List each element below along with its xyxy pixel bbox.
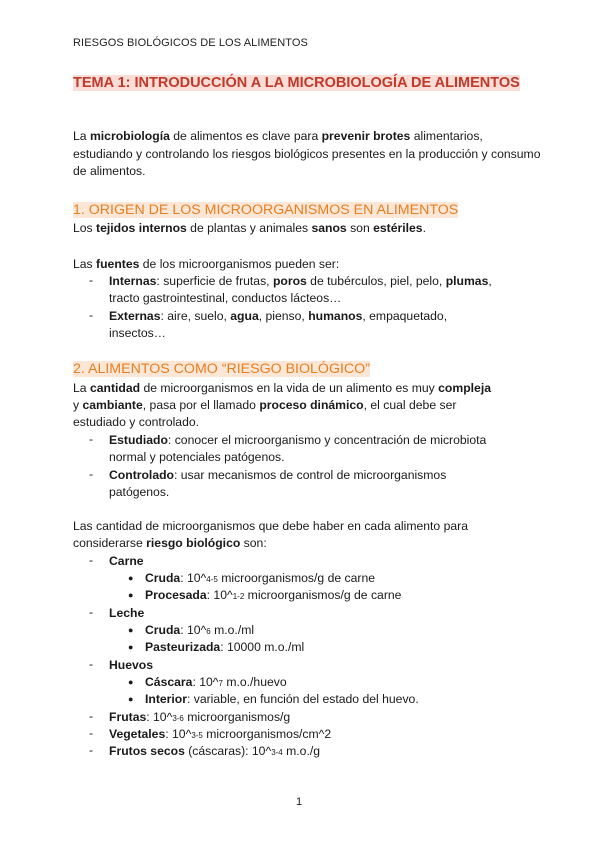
list-item-internas: Internas: superficie de frutas, poros de tubérculos, piel, pelo, plumas, xyxy=(109,274,492,288)
bullet-dot: ● xyxy=(128,694,134,704)
list-item-externas-cont: insectos… xyxy=(109,326,166,340)
list-dash: - xyxy=(89,726,94,740)
list-dash: - xyxy=(89,432,94,446)
list-item-internas-cont: tracto gastrointestinal, conductos lácteos… xyxy=(109,291,342,305)
food-huevos: Huevos xyxy=(109,658,154,672)
list-dash: - xyxy=(89,709,94,723)
food-huevos-cascara: Cáscara: 10^7 m.o./huevo xyxy=(145,675,287,689)
list-dash: - xyxy=(89,308,94,322)
list-dash: - xyxy=(89,273,94,287)
page-number: 1 xyxy=(296,796,303,808)
food-leche-pasteurizada: Pasteurizada: 10000 m.o./ml xyxy=(145,640,305,654)
list-dash: - xyxy=(89,553,94,567)
list-item-estudiado-cont: normal y potenciales patógenos. xyxy=(109,450,285,464)
food-leche-cruda: Cruda: 10^6 m.o./ml xyxy=(145,623,255,637)
section-2-paragraph-line-3: estudiado y controlado. xyxy=(73,415,200,429)
food-vegetales: Vegetales: 10^3-5 microorganismos/cm^2 xyxy=(109,727,332,741)
list-dash: - xyxy=(89,657,94,671)
food-carne-procesada: Procesada: 10^1-2 microorganismos/g de carne xyxy=(145,588,402,602)
bullet-dot: ● xyxy=(128,677,134,687)
list-item-controlado-cont: patógenos. xyxy=(109,485,170,499)
list-dash: - xyxy=(89,467,94,481)
running-header: RIESGOS BIOLÓGICOS DE LOS ALIMENTOS xyxy=(73,37,308,49)
bullet-dot: ● xyxy=(128,625,134,635)
food-frutas: Frutas: 10^3-6 microorganismos/g xyxy=(109,710,291,724)
bullet-dot: ● xyxy=(128,590,134,600)
list-item-controlado: Controlado: usar mecanismos de control de microorganismos xyxy=(109,468,447,482)
intro-paragraph: La microbiología de alimentos es clave para prevenir brotes alimentarios, estudiando y controlando los riesgos biológicos presentes en la producción y consumo de alimentos. xyxy=(73,129,541,178)
list-item-externas: Externas: aire, suelo, agua, pienso, humanos, empaquetado, xyxy=(109,309,448,323)
section-2-paragraph-2-line-2: considerarse riesgo biológico son: xyxy=(73,536,267,550)
food-huevos-interior: Interior: variable, en función del estado del huevo. xyxy=(145,692,419,706)
section-2-paragraph-line-1: La cantidad de microorganismos en la vida de un alimento es muy compleja xyxy=(73,381,491,395)
bullet-dot: ● xyxy=(128,573,134,583)
food-leche: Leche xyxy=(109,606,145,620)
bullet-dot: ● xyxy=(128,642,134,652)
food-carne-cruda: Cruda: 10^4-5 microorganismos/g de carne xyxy=(145,571,375,585)
section-1-paragraph-1: Los tejidos internos de plantas y animales sanos son estériles. xyxy=(73,221,426,235)
list-dash: - xyxy=(89,743,94,757)
food-carne: Carne xyxy=(109,554,144,568)
section-2-heading: 2. ALIMENTOS COMO “RIESGO BIOLÓGICO” xyxy=(73,361,370,377)
page-title: TEMA 1: INTRODUCCIÓN A LA MICROBIOLOGÍA DE ALIMENTOS xyxy=(73,75,520,91)
food-frutos-secos: Frutos secos (cáscaras): 10^3-4 m.o./g xyxy=(109,744,321,758)
list-item-estudiado: Estudiado: conocer el microorganismo y concentración de microbiota xyxy=(109,433,487,447)
section-2-paragraph-2-line-1: Las cantidad de microorganismos que debe haber en cada alimento para xyxy=(73,519,468,533)
section-1-heading: 1. ORIGEN DE LOS MICROORGANISMOS EN ALIMENTOS xyxy=(73,202,459,218)
section-2-paragraph-line-2: y cambiante, pasa por el llamado proceso dinámico, el cual debe ser xyxy=(73,398,457,412)
section-1-paragraph-2: Las fuentes de los microorganismos pueden ser: xyxy=(73,257,340,271)
list-dash: - xyxy=(89,605,94,619)
